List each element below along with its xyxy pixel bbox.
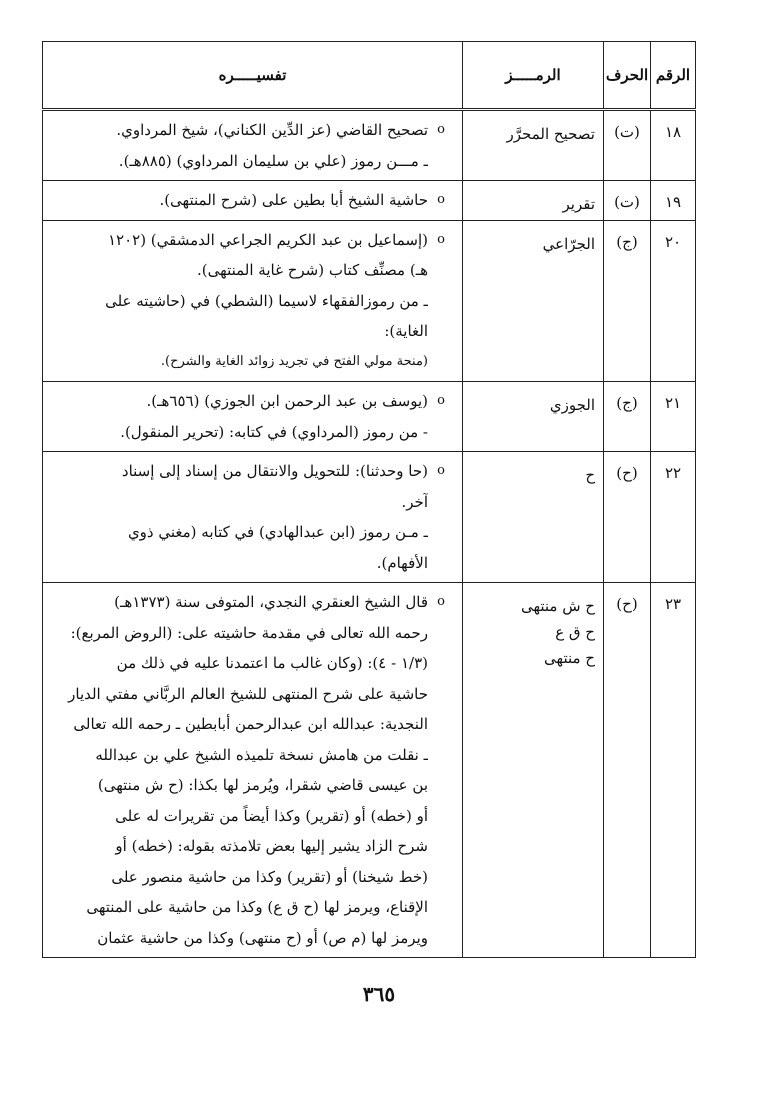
- explanation-line: (إسماعيل بن عبد الكريم الجراعي الدمشقي) (١٢٠٢: [107, 230, 428, 249]
- row-explanation: [43, 220, 463, 382]
- explanation-line: ـ مـن رموز (ابن عبدالهادي) في كتابه (مغني ذوي: [127, 523, 428, 541]
- row-number: ٢١: [651, 382, 696, 452]
- header-symbol: الرمـــــز: [463, 42, 604, 110]
- row-number: ٢٢: [651, 452, 696, 583]
- explanation-line: رحمه الله تعالى في مقدمة حاشيته على: (الروض المربع):: [70, 623, 428, 642]
- bullet-marker: o: [437, 231, 445, 247]
- explanation-line: الغاية):: [384, 322, 428, 340]
- row-number: ١٩: [651, 181, 696, 221]
- row-symbol: [463, 181, 604, 221]
- bullet-marker: o: [437, 463, 445, 478]
- symbol-text: ح ق ع: [555, 623, 595, 641]
- page-number: ٣٦٥: [362, 982, 396, 1006]
- row-letter: (ت): [604, 181, 651, 221]
- explanation-line: أو (خطه) أو (تقرير) وكذا أيضاً من تقريرات له على: [115, 806, 428, 825]
- explanation-line: (حا وحدثنا): للتحويل والانتقال من إسناد إلى إسناد: [121, 462, 428, 480]
- row-explanation: [43, 110, 463, 181]
- header-letter: الحرف: [604, 42, 651, 110]
- explanation-line: - من رموز (المرداوي) في كتابه: (تحرير المنقول).: [120, 422, 428, 441]
- row-explanation: [43, 181, 463, 221]
- explanation-line: حاشية الشيخ أبا بطين على (شرح المنتهى).: [159, 191, 428, 209]
- explanation-line: (يوسف بن عبد الرحمن ابن الجوزي) (٦٥٦هـ).: [146, 392, 428, 410]
- row-letter: (ج): [604, 382, 651, 452]
- row-explanation: [43, 382, 463, 452]
- table-row: [43, 583, 696, 958]
- symbol-text: تصحيح المحرَّر: [506, 125, 595, 143]
- explanation-line: النجدية: عبدالله ابن عبدالرحمن أبابطين ـ رحمه الله تعالى: [73, 715, 428, 733]
- symbol-text: ح منتهى: [544, 649, 595, 667]
- row-symbol: [463, 220, 604, 382]
- row-number: ١٨: [651, 110, 696, 181]
- row-explanation: [43, 583, 463, 958]
- bullet-marker: o: [437, 594, 445, 609]
- row-letter: (ح): [604, 452, 651, 583]
- bullet-marker: o: [437, 122, 445, 137]
- explanation-line: قال الشيخ العنقري النجدي، المتوفى سنة (١٣٧٣هـ): [114, 593, 428, 611]
- explanation-line: تصحيح القاضي (عز الدِّين الكناني)، شيخ المرداوي.: [116, 121, 428, 139]
- row-letter: (ج): [604, 220, 651, 382]
- row-letter: (ت): [604, 110, 651, 181]
- explanation-line: ويرمز لها (م ص) أو (ح منتهى) وكذا من حاشية عثمان: [97, 928, 428, 947]
- explanation-line: (منحة مولي الفتح في تجريد زوائد الغاية والشرح).: [160, 353, 428, 369]
- glossary-table-container: [42, 41, 696, 958]
- glossary-table: [42, 41, 696, 958]
- table-row: [43, 110, 696, 181]
- table-row: [43, 452, 696, 583]
- table-body: [43, 110, 696, 958]
- symbol-text: ح: [585, 466, 595, 484]
- header-number: الرقم: [651, 42, 696, 110]
- explanation-line: شرح الزاد يشير إليها بعض تلامذته بقوله: (خطه) أو: [115, 837, 428, 855]
- row-symbol: [463, 382, 604, 452]
- row-symbol: [463, 110, 604, 181]
- explanation-line: آخر.: [401, 492, 428, 511]
- bullet-marker: o: [437, 393, 445, 408]
- bullet-marker: o: [437, 192, 445, 207]
- row-symbol: [463, 583, 604, 958]
- explanation-line: هـ) مصنِّف كتاب (شرح غاية المنتهى).: [197, 261, 428, 279]
- explanation-line: (خط شيخنا) أو (تقرير) وكذا من حاشية منصور على: [111, 867, 428, 886]
- explanation-line: بن عيسى قاضي شقرا، ويُرمز لها بكذا: (ح ش منتهى): [97, 776, 428, 794]
- explanation-line: ـ من رموزالفقهاء لاسيما (الشطي) في (حاشيته على: [105, 291, 428, 310]
- table-row: [43, 220, 696, 382]
- symbol-text: الجوزي: [549, 396, 595, 414]
- explanation-line: ـ مـــن رموز (علي بن سليمان المرداوي) (٨٨٥هـ).: [118, 151, 428, 170]
- explanation-line: ـ نقلت من هامش نسخة تلميذه الشيخ علي بن عبدالله: [95, 745, 428, 764]
- table-row: [43, 181, 696, 221]
- explanation-line: حاشية على شرح المنتهى للشيخ العالم الربَّاني مفتي الديار: [68, 684, 428, 703]
- row-number: ٢٠: [651, 220, 696, 382]
- table-header-row: [43, 42, 696, 110]
- row-number: ٢٣: [651, 583, 696, 958]
- row-letter: (ح): [604, 583, 651, 958]
- symbol-text: ح ش منتهى: [520, 597, 595, 615]
- symbol-text: الجرّاعي: [542, 234, 595, 253]
- symbol-text: تقرير: [562, 195, 595, 213]
- table-row: [43, 382, 696, 452]
- row-explanation: [43, 452, 463, 583]
- header-explanation: تفسيـــــره: [43, 42, 463, 110]
- explanation-line: الإقناع، ويرمز لها (ح ق ع) وكذا من حاشية على المنتهى: [86, 898, 428, 916]
- explanation-line: (١/٣ - ٤): (وكان غالب ما اعتمدنا عليه في ذلك من: [116, 654, 428, 672]
- row-symbol: [463, 452, 604, 583]
- explanation-line: الأفهام).: [376, 553, 428, 572]
